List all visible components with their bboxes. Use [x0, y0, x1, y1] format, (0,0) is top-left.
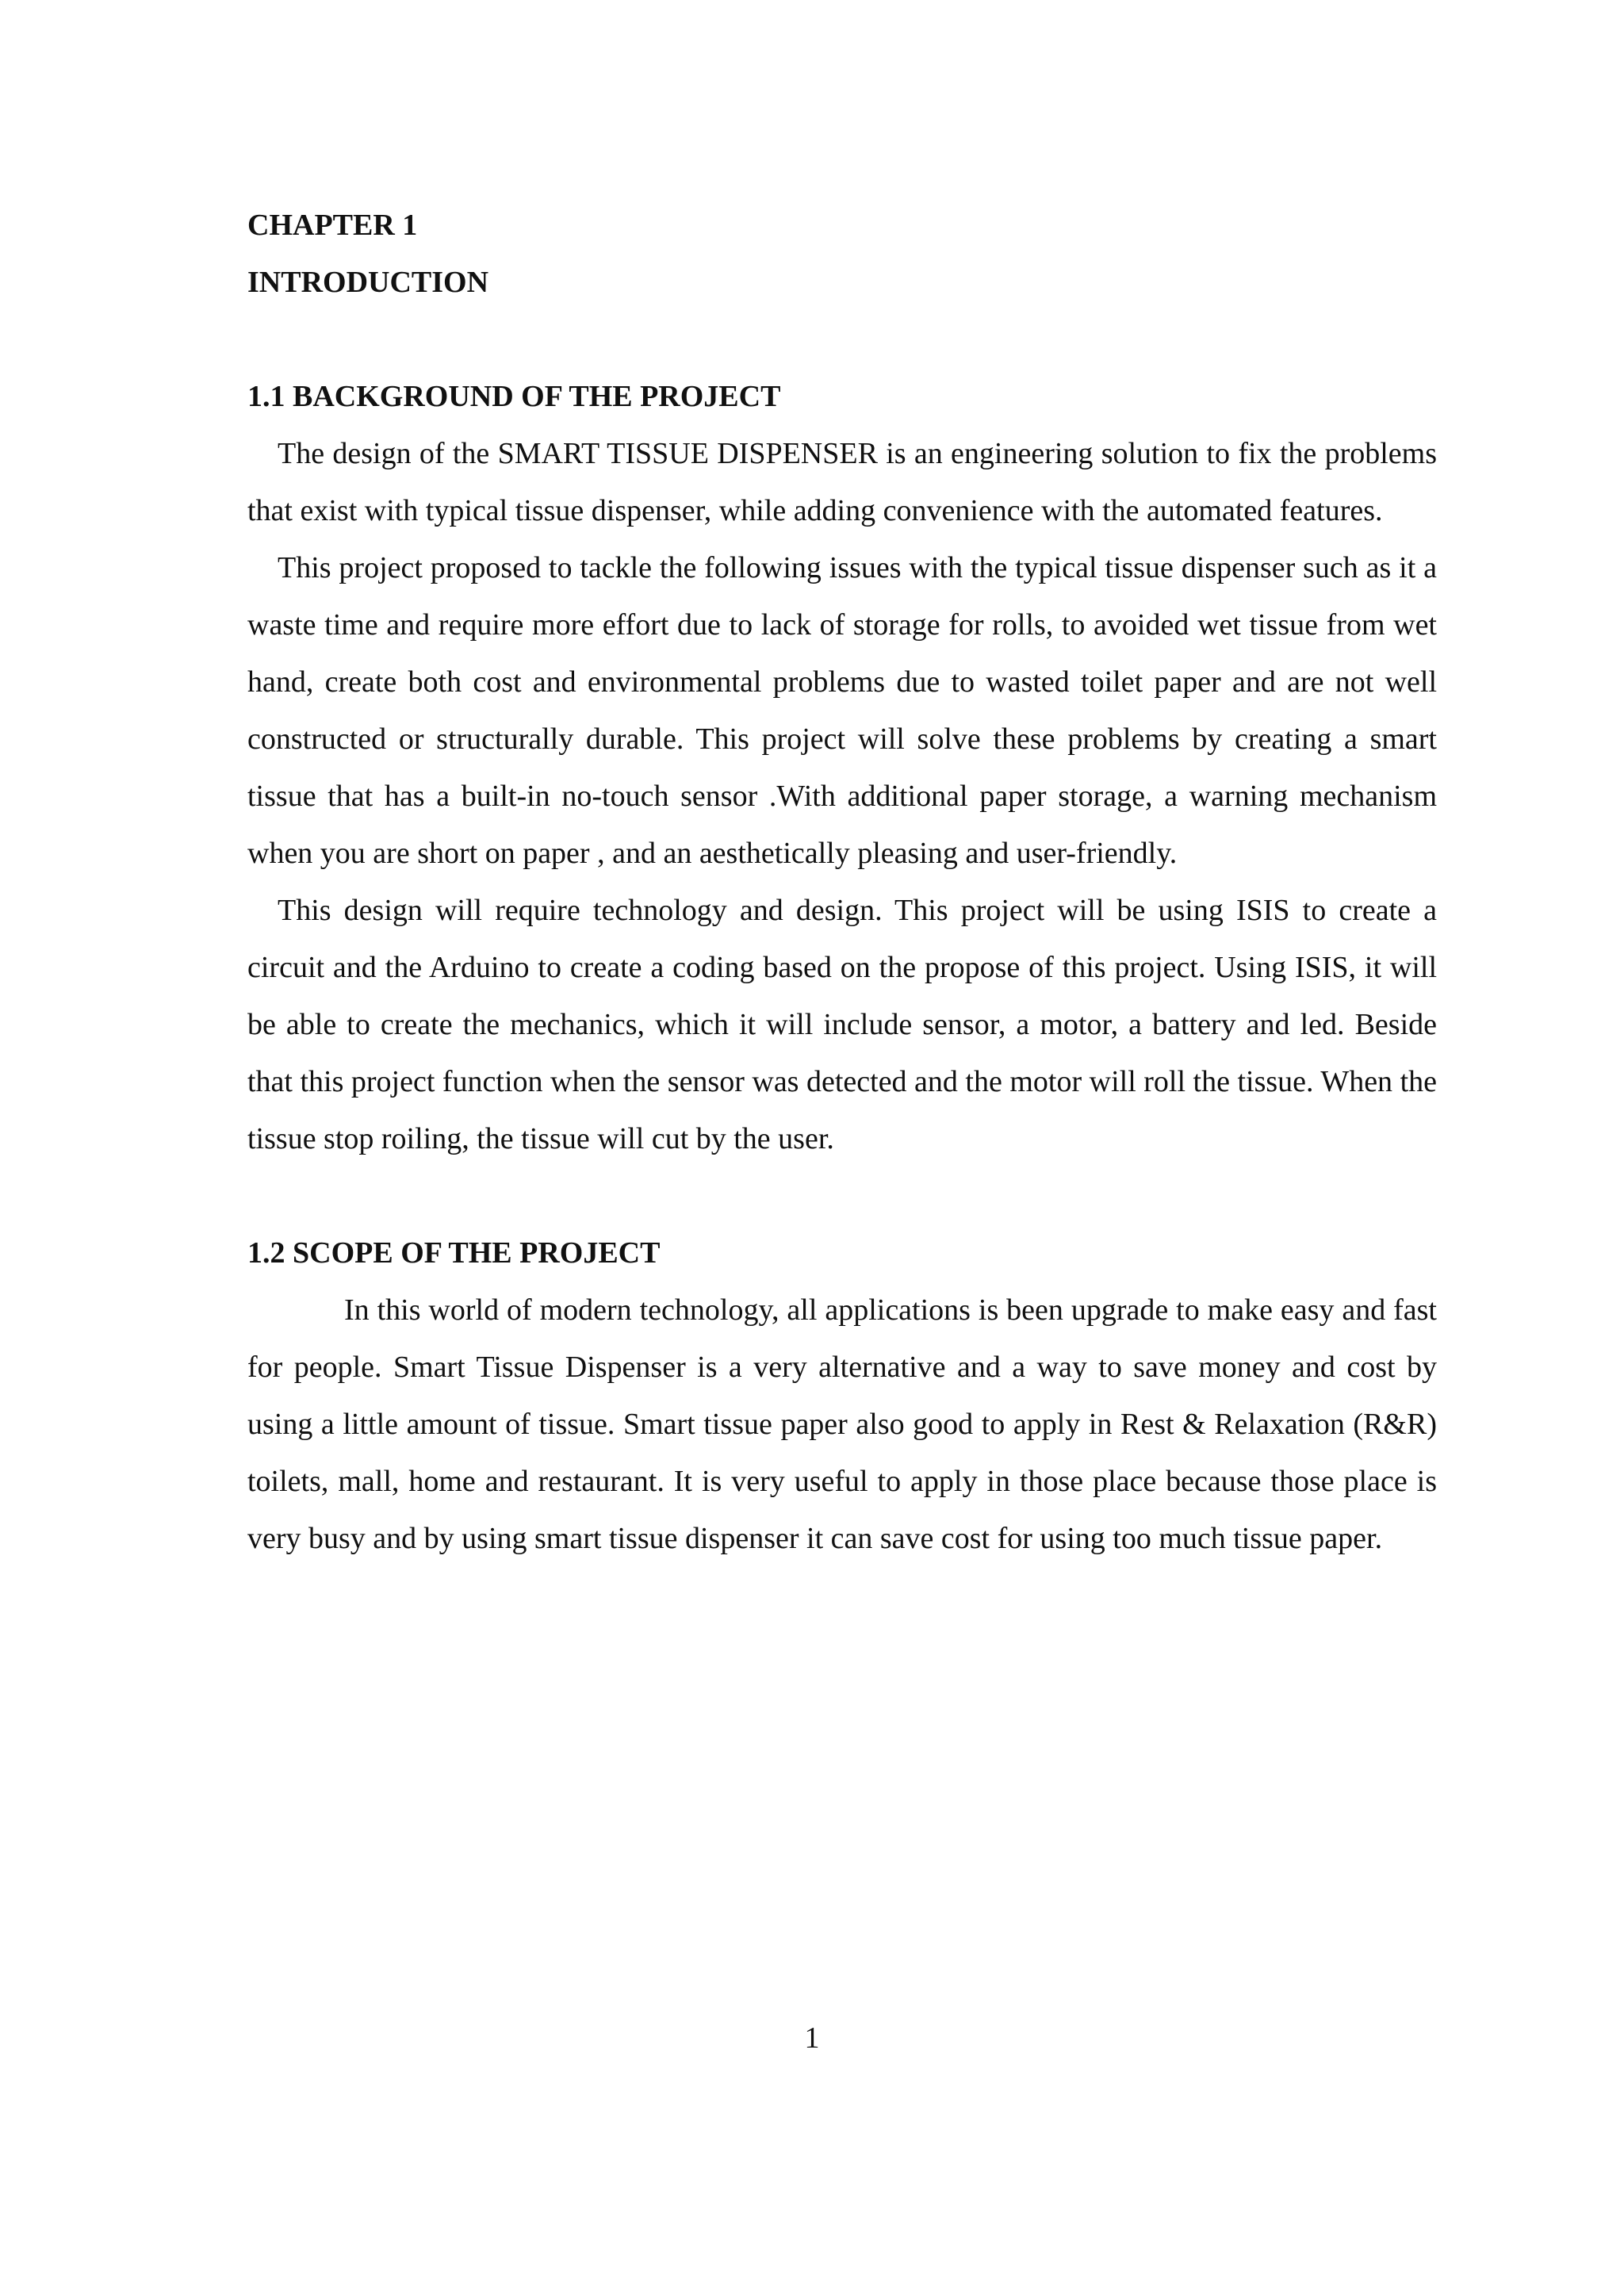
- section-heading-scope: 1.2 SCOPE OF THE PROJECT: [247, 1236, 661, 1270]
- spacer: [247, 1167, 1437, 1224]
- paragraph-background-2: This project proposed to tackle the following issues with the typical tissue dispenser such as it a waste time and require more effort due to lack of storage for rolls, to avoided wet tissue from wet hand, create both cost and environmental problems due to wasted toilet paper and are not well constructed or structurally durable. This project will solve these problems by creating a smart tissue that has a built-in no-touch sensor .With additional paper storage, a warning mechanism when you are short on paper , and an aesthetically pleasing and user-friendly.: [247, 551, 1437, 870]
- section-heading-background: 1.1 BACKGROUND OF THE PROJECT: [247, 380, 781, 413]
- paragraph-background-1: The design of the SMART TISSUE DISPENSER is an engineering solution to fix the problems that exist with typical tissue dispenser, while adding convenience with the automated features.: [247, 437, 1437, 527]
- page-content: [247, 197, 1437, 1567]
- chapter-title: INTRODUCTION: [247, 266, 489, 299]
- spacer: [247, 311, 1437, 368]
- page-number: 1: [804, 2021, 820, 2055]
- chapter-label: CHAPTER 1: [247, 209, 418, 242]
- paragraph-scope-1: In this world of modern technology, all applications is been upgrade to make easy and fast for people. Smart Tissue Dispenser is a very alternative and a way to save money and cost by using a little amount of tissue. Smart tissue paper also good to apply in Rest & Relaxation (R&R) toilets, mall, home and restaurant. It is very useful to apply in those place because those place is very busy and by using smart tissue dispenser it can save cost for using too much tissue paper.: [247, 1293, 1437, 1555]
- paragraph-background-3: This design will require technology and design. This project will be using ISIS to create a circuit and the Arduino to create a coding based on the propose of this project. Using ISIS, it will be able to create the mechanics, which it will include sensor, a motor, a battery and led. Beside that this project function when the sensor was detected and the motor will roll the tissue. When the tissue stop roiling, the tissue will cut by the user.: [247, 894, 1437, 1155]
